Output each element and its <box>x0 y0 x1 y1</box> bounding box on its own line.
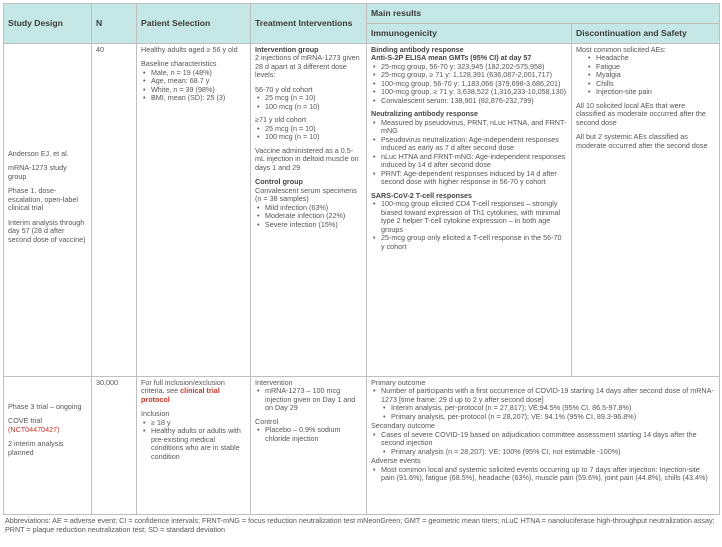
list-item: • Placebo – 0.9% sodium chloride injection <box>255 426 362 443</box>
cohort1-label: 56-70 y old cohort <box>255 84 313 94</box>
list-item: • Healthy adults or adults with pre-existing medical conditions who are in stable condition <box>141 427 246 461</box>
control-list <box>255 204 362 229</box>
list-item: • ≥ 18 y <box>141 419 246 427</box>
adverse-events-label: Adverse events <box>371 456 421 466</box>
list-item: • 25-mcg group, 56-70 y: 323,945 (182,202-575,958) <box>371 63 567 71</box>
list-item: • 100 mcg (n = 10) <box>255 103 362 111</box>
list-item: • Convalescent serum: 138,901 (82,876-232,799) <box>371 97 567 105</box>
list-item: • Primary analysis (n = 28,207): VE: 100% (95% CI, not estimable -100%) <box>371 448 715 456</box>
cohort2-label: ≥71 y old cohort <box>255 115 307 125</box>
primary-outcome-list <box>371 387 715 404</box>
design-phase3: Phase 3 trial – ongoing <box>8 402 82 411</box>
cell-n-phase1: 40 <box>92 44 137 377</box>
list-item: • PRNT: Age-dependent responses induced by 14 d after second dose with higher response in 56-70 y cohort <box>371 170 567 187</box>
baseline-list <box>141 69 246 103</box>
binding-title: Binding antibody response <box>371 45 464 54</box>
list-item: • 25 mcg (n = 10) <box>255 94 362 102</box>
design-group: mRNA-1273 study group <box>8 163 67 181</box>
list-item: • Mild infection (63%) <box>255 204 362 212</box>
header-patient-selection: Patient Selection <box>137 4 251 44</box>
list-item: • Measured by pseudovirus, PRNT, nLuc HTNA, and FRNT-mNG <box>371 119 567 136</box>
intervention-list <box>255 387 362 412</box>
cell-immunogenicity-phase1 <box>367 44 572 377</box>
tcell-list <box>371 200 567 251</box>
list-item: • 100-mcg group, ≥ 71 y: 3,638,522 (1,316,233-10,058,130) <box>371 88 567 96</box>
table-row-phase3 <box>4 377 720 515</box>
safety-intro: Most common solicited AEs: <box>576 45 666 54</box>
design-cove: COVE trial <box>8 416 42 426</box>
list-item: • 25-mcg group only elicited a T-cell response in the 56-70 y cohort <box>371 234 567 251</box>
baseline-label: Baseline characteristics <box>141 59 217 69</box>
cell-safety-phase1 <box>572 44 720 377</box>
control-label: Control <box>255 416 279 426</box>
cell-design-phase1 <box>4 44 92 377</box>
header-main-results: Main results <box>367 4 720 24</box>
list-item: • Fatigue <box>576 63 715 71</box>
adverse-events-list <box>371 466 715 483</box>
list-item: • Male, n = 19 (48%) <box>141 69 246 77</box>
list-item: • nLuc HTNA and FRNT-mNG: Age-independent responses induced by 14 d after second dose <box>371 153 567 170</box>
list-item: • Primary analysis, per-protocol (n = 28,207); VE: 94.1% (95% CI, 89.3-96.8%) <box>371 413 715 421</box>
list-item: • Headache <box>576 54 715 62</box>
list-item: • mRNA-1273 – 100 mcg injection given on Day 1 and on Day 29 <box>255 387 362 412</box>
cohort2-list <box>255 125 362 142</box>
inclusion-label: Inclusion <box>141 409 170 419</box>
list-item: • Myalgia <box>576 71 715 79</box>
intervention-group-label: Intervention group <box>255 45 319 54</box>
tcell-title: SARS-CoV-2 T-cell responses <box>371 190 473 200</box>
list-item: • Chills <box>576 80 715 88</box>
header-n: N <box>92 4 137 44</box>
secondary-outcome-list <box>371 431 715 448</box>
cell-patient-phase3 <box>137 377 251 515</box>
cell-patient-phase1 <box>137 44 251 377</box>
cell-n-phase3: 30,000 <box>92 377 137 515</box>
control-group-label: Control group <box>255 177 303 187</box>
patient-intro: Healthy adults aged ≥ 56 y old <box>141 45 238 54</box>
table-row-phase1 <box>4 44 720 377</box>
header-discontinuation: Discontinuation and Safety <box>572 24 720 44</box>
list-item: • 25 mcg (n = 10) <box>255 125 362 133</box>
intervention-intro: 2 injections of mRNA-1273 given 28 d apart at 3 different dose levels: <box>255 53 360 80</box>
list-item: • Interim analysis, per-protocol (n = 27,817); VE:94.5% (95% CI, 86.5-97.8%) <box>371 404 715 412</box>
study-table <box>3 3 720 515</box>
primary-sub-list <box>371 404 715 421</box>
control-intro: Convalescent serum specimens (n = 38 samples) <box>255 185 357 204</box>
list-item: • Cases of severe COVID-19 based on adjudication committee assessment starting 14 days after the second injection <box>371 431 715 448</box>
list-item: • 100-mcg group, 56-70 y: 1,183,066 (379,698-3,686,201) <box>371 80 567 88</box>
list-item: • White, n = 39 (98%) <box>141 86 246 94</box>
design-type: Phase 1, dose-escalation, open-label clinical trial <box>8 186 78 213</box>
secondary-outcome-label: Secondary outcome <box>371 421 435 431</box>
abbreviations-footer: Abbreviations: AE = adverse event; CI = confidence intervals; FRNT-mNG = focus reduction neutralization test mNeonGreen; GMT = geometric mean titers; nLuC HTNA = nanoluciferase high-throughput neutralization assay; PRNT = plaque reduction neutralization test; SD = standard deviation <box>5 516 715 534</box>
cell-design-phase3 <box>4 377 92 515</box>
cell-outcomes-phase3 <box>367 377 720 515</box>
list-item: • 25-mcg group, ≥ 71 y: 1,128,391 (636,087-2,001,717) <box>371 71 567 79</box>
list-item: • 100-mcg group elicited CD4 T-cell responses – strongly biased toward expression of Th1 cytokines, with minimal type 2 helper T-cell cytokine expression – in both age groups <box>371 200 567 234</box>
cohort1-list <box>255 94 362 111</box>
list-item: • Severe infection (15%) <box>255 221 362 229</box>
list-item: • Injection-site pain <box>576 88 715 96</box>
header-treatment: Treatment Interventions <box>251 4 367 44</box>
binding-subtitle: Anti-S-2P ELISA mean GMTs (95% CI) at day 57 <box>371 53 532 63</box>
design-interim: Interim analysis through day 57 (28 d after second dose of vaccine) <box>8 217 86 244</box>
vaccine-admin: Vaccine administered as a 0.5-mL injection in deltoid muscle on days 1 and 29 <box>255 145 359 172</box>
header-immunogenicity: Immunogenicity <box>367 24 572 44</box>
safety-systemic-aes: All but 2 systemic AEs classified as moderate occurred after the second dose <box>576 132 708 150</box>
protocol-link[interactable]: clinical trial protocol <box>141 386 220 404</box>
list-item: • Most common local and systemic solicited events occurring up to 7 days after injection: Injection-site pain (91.6%), fatigue (68.5%), headache (63%), muscle pain (59.6%), joint pain (44.8%), chills (43.4%) <box>371 466 715 483</box>
cell-treatment-phase3 <box>251 377 367 515</box>
safety-ae-list <box>576 54 715 96</box>
primary-outcome-label: Primary outcome <box>371 378 426 387</box>
neut-list <box>371 119 567 187</box>
list-item: • 100 mcg (n = 10) <box>255 133 362 141</box>
nct-link[interactable]: (NCT04470427) <box>8 424 60 434</box>
inclusion-list <box>141 419 246 461</box>
secondary-sub-list <box>371 448 715 456</box>
list-item: • BMI, mean (SD): 25 (3) <box>141 94 246 102</box>
design-interim-planned: 2 interim analysis planned <box>8 439 64 457</box>
placebo-list <box>255 426 362 443</box>
intervention-label: Intervention <box>255 378 293 387</box>
design-author: Anderson EJ, et al. <box>8 149 69 158</box>
cell-treatment-phase1 <box>251 44 367 377</box>
safety-local-aes: All 10 solicited local AEs that were classified as moderate occurred after the second dose <box>576 100 706 127</box>
header-study-design: Study Design <box>4 4 92 44</box>
list-item: • Pseudovirus neutralization: Age-independent responses induced as early as 7 d after second dose <box>371 136 567 153</box>
list-item: • Number of participants with a first occurrence of COVID-19 starting 14 days after second dose of mRNA-1273 [time frame: 29 d up to 2 y after second dose] <box>371 387 715 404</box>
list-item: • Age, mean: 68.7 y <box>141 77 246 85</box>
neut-title: Neutralizing antibody response <box>371 109 479 119</box>
binding-list <box>371 63 567 105</box>
criteria-intro: For full inclusion/exclusion criteria, see <box>141 378 225 396</box>
list-item: • Moderate infection (22%) <box>255 212 362 220</box>
study-table-container <box>3 3 719 534</box>
